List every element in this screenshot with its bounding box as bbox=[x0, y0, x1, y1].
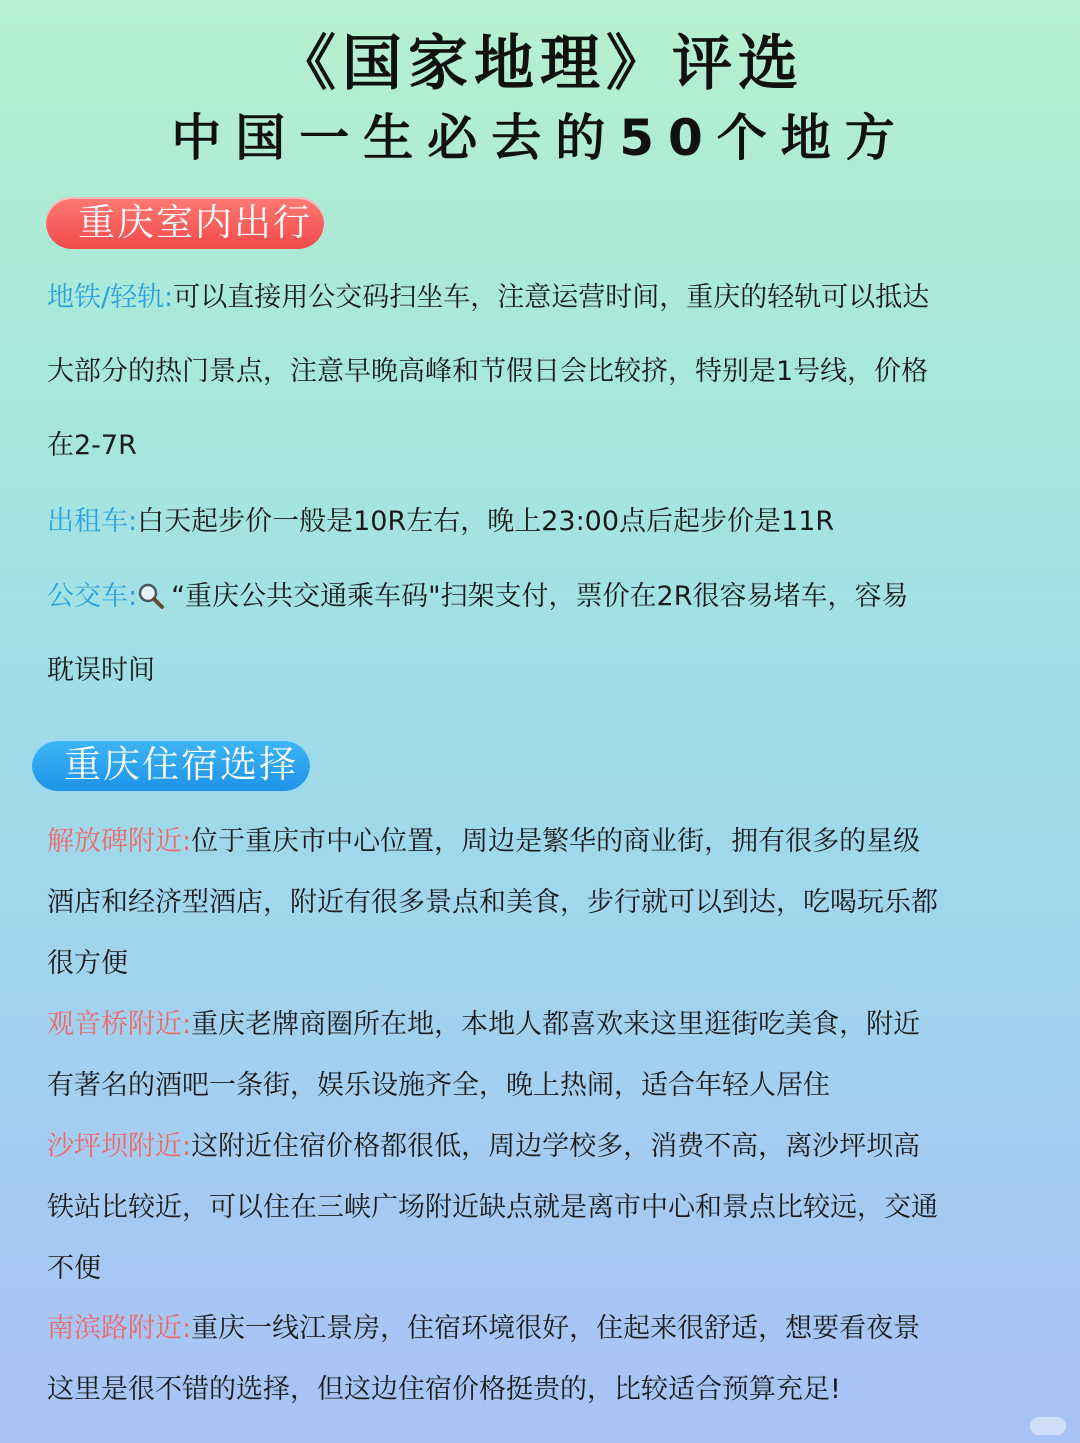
accommodation-item-guanyinqiao bbox=[47, 994, 1037, 1116]
transport-item-taxi bbox=[47, 485, 1037, 559]
item-text: 这附近住宿价格都很低，周边学校多，消费不高，离沙坪坝高 铁站比较近，可以住在三峡广场附近缺点就是离市中心和景点比较远，交通 不便 bbox=[47, 1131, 938, 1284]
transport-item-bus bbox=[47, 560, 1037, 708]
item-label: 观音桥附近: bbox=[47, 1009, 192, 1040]
item-text: 重庆老牌商圈所在地，本地人都喜欢来这里逛街吃美食，附近 有著名的酒吧一条街，娱乐设施齐全，晚上热闹，适合年轻人居住 bbox=[47, 1009, 921, 1101]
search-icon bbox=[137, 565, 165, 593]
item-label: 公交车: bbox=[47, 581, 138, 612]
section-heading-transport: 重庆室内出行 bbox=[46, 197, 324, 249]
accommodation-item-jiefangbei bbox=[47, 811, 1037, 994]
item-label: 出租车: bbox=[47, 506, 138, 537]
watermark-badge bbox=[1030, 1417, 1066, 1435]
item-label: 解放碑附近: bbox=[47, 826, 192, 857]
item-label: 南滨路附近: bbox=[47, 1313, 192, 1344]
item-label: 沙坪坝附近: bbox=[47, 1131, 192, 1162]
page-subtitle: 中国一生必去的50个地方 bbox=[171, 109, 909, 167]
item-text: 白天起步价一般是10R左右，晚上23:00点后起步价是11R bbox=[137, 506, 835, 537]
page-title: 《国家地理》评选 bbox=[276, 29, 804, 99]
accommodation-item-nanbinlu bbox=[47, 1298, 1037, 1420]
item-text: 可以直接用公交码扫坐车，注意运营时间，重庆的轻轨可以抵达 大部分的热门景点，注意早晚高峰和节假日会比较挤，特别是1号线，价格 在2-7R bbox=[47, 282, 930, 461]
section-heading-accommodation: 重庆住宿选择 bbox=[32, 739, 310, 791]
item-label: 地铁/轻轨: bbox=[47, 282, 174, 313]
accommodation-item-shapingba bbox=[47, 1116, 1037, 1299]
item-text: 重庆一线江景房，住宿环境很好，住起来很舒适，想要看夜景 这里是很不错的选择，但这边住宿价格挺贵的，比较适合预算充足! bbox=[47, 1313, 921, 1405]
transport-item-metro bbox=[47, 261, 1037, 483]
item-text: “重庆公共交通乘车码"扫架支付，票价在2R很容易堵车，容易 耽误时间 bbox=[47, 581, 909, 686]
item-text: 位于重庆市中心位置，周边是繁华的商业街，拥有很多的星级 酒店和经济型酒店，附近有很多景点和美食，步行就可以到达，吃喝玩乐都 很方便 bbox=[47, 826, 938, 979]
